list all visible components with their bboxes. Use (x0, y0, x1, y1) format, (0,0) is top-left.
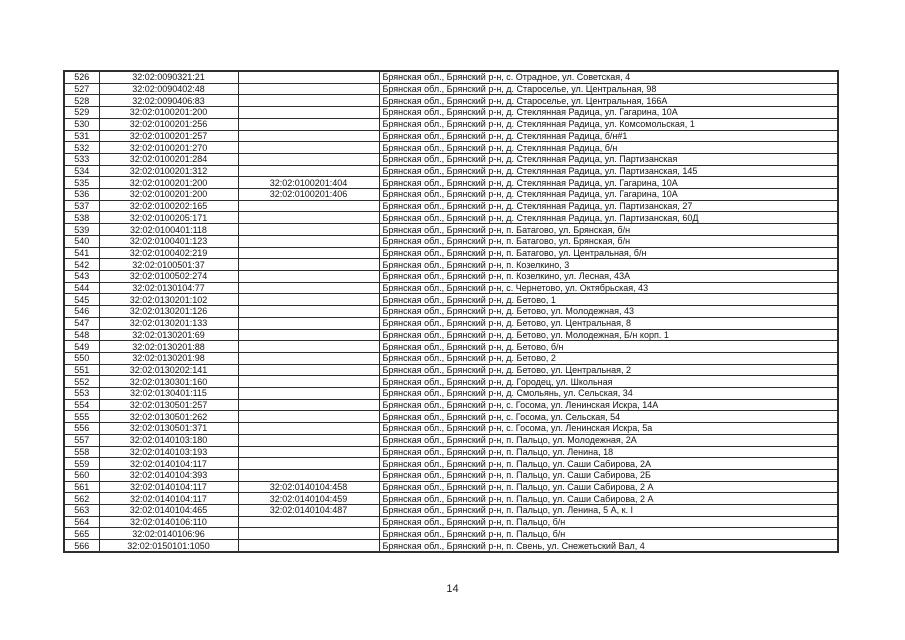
row-number-cell: 558 (64, 446, 99, 458)
address-cell: Брянская обл., Брянский р-н, д. Стеклянная Радица, ул. Партизанская, 60Д (379, 212, 838, 224)
cadastral-number-cell: 32:02:0140104:465 (99, 505, 238, 517)
secondary-cadastral-number-cell (238, 528, 379, 540)
address-cell: Брянская обл., Брянский р-н, п. Пальцо, б/н (379, 528, 838, 540)
row-number-cell: 543 (64, 270, 99, 282)
secondary-cadastral-number-cell: 32:02:0140104:458 (238, 481, 379, 493)
table-row (64, 364, 838, 376)
secondary-cadastral-number-cell (238, 130, 379, 142)
cadastral-number-cell: 32:02:0100202:165 (99, 200, 238, 212)
address-cell: Брянская обл., Брянский р-н, д. Стеклянная Радица, б/н#1 (379, 130, 838, 142)
table-row (64, 493, 838, 505)
table-row (64, 107, 838, 119)
secondary-cadastral-number-cell (238, 259, 379, 271)
row-number-cell: 555 (64, 411, 99, 423)
table-row (64, 434, 838, 446)
table-row (64, 282, 838, 294)
row-number-cell: 529 (64, 107, 99, 119)
row-number-cell: 550 (64, 352, 99, 364)
cadastral-number-cell: 32:02:0100201:200 (99, 177, 238, 189)
secondary-cadastral-number-cell (238, 341, 379, 353)
secondary-cadastral-number-cell: 32:02:0100201:406 (238, 189, 379, 201)
secondary-cadastral-number-cell (238, 364, 379, 376)
cadastral-number-cell: 32:02:0130401:115 (99, 388, 238, 400)
address-cell: Брянская обл., Брянский р-н, д. Стеклянная Радица, ул. Партизанская (379, 153, 838, 165)
address-cell: Брянская обл., Брянский р-н, п. Пальцо, ул. Молодежная, 2А (379, 434, 838, 446)
row-number-cell: 530 (64, 118, 99, 130)
table-row (64, 516, 838, 528)
secondary-cadastral-number-cell (238, 411, 379, 423)
secondary-cadastral-number-cell (238, 200, 379, 212)
address-cell: Брянская обл., Брянский р-н, с. Госома, ул. Ленинская Искра, 5а (379, 423, 838, 435)
row-number-cell: 554 (64, 399, 99, 411)
table-row (64, 469, 838, 481)
cadastral-number-cell: 32:02:0140103:180 (99, 434, 238, 446)
secondary-cadastral-number-cell (238, 446, 379, 458)
cadastral-table-body (64, 71, 838, 552)
secondary-cadastral-number-cell (238, 118, 379, 130)
secondary-cadastral-number-cell (238, 153, 379, 165)
table-row (64, 329, 838, 341)
table-row (64, 540, 838, 552)
secondary-cadastral-number-cell (238, 469, 379, 481)
cadastral-number-cell: 32:02:0100502:274 (99, 270, 238, 282)
secondary-cadastral-number-cell (238, 83, 379, 95)
secondary-cadastral-number-cell (238, 107, 379, 119)
table-row (64, 200, 838, 212)
cadastral-number-cell: 32:02:0100501:37 (99, 259, 238, 271)
cadastral-number-cell: 32:02:0140104:117 (99, 493, 238, 505)
address-cell: Брянская обл., Брянский р-н, д. Стеклянная Радица, ул. Гагарина, 10А (379, 107, 838, 119)
address-cell: Брянская обл., Брянский р-н, п. Пальцо, ул. Саши Сабирова, 2Б (379, 469, 838, 481)
cadastral-number-cell: 32:02:0090402:48 (99, 83, 238, 95)
address-cell: Брянская обл., Брянский р-н, д. Староселье, ул. Центральная, 166А (379, 95, 838, 107)
table-row (64, 376, 838, 388)
address-cell: Брянская обл., Брянский р-н, д. Бетово, ул. Центральная, 2 (379, 364, 838, 376)
cadastral-number-cell: 32:02:0100201:284 (99, 153, 238, 165)
table-row (64, 270, 838, 282)
secondary-cadastral-number-cell (238, 235, 379, 247)
secondary-cadastral-number-cell (238, 224, 379, 236)
row-number-cell: 536 (64, 189, 99, 201)
address-cell: Брянская обл., Брянский р-н, п. Батагово, ул. Брянская, б/н (379, 235, 838, 247)
table-row (64, 446, 838, 458)
row-number-cell: 553 (64, 388, 99, 400)
table-row (64, 142, 838, 154)
secondary-cadastral-number-cell (238, 165, 379, 177)
address-cell: Брянская обл., Брянский р-н, с. Чернетово, ул. Октябрьская, 43 (379, 282, 838, 294)
row-number-cell: 560 (64, 469, 99, 481)
address-cell: Брянская обл., Брянский р-н, д. Бетово, ул. Молодежная, 43 (379, 306, 838, 318)
table-row (64, 505, 838, 517)
address-cell: Брянская обл., Брянский р-н, д. Стеклянная Радица, ул. Гагарина, 10А (379, 177, 838, 189)
page-number: 14 (446, 583, 459, 595)
table-row (64, 399, 838, 411)
cadastral-number-cell: 32:02:0140104:393 (99, 469, 238, 481)
secondary-cadastral-number-cell (238, 294, 379, 306)
row-number-cell: 559 (64, 458, 99, 470)
table-row (64, 83, 838, 95)
row-number-cell: 526 (64, 71, 99, 83)
row-number-cell: 532 (64, 142, 99, 154)
address-cell: Брянская обл., Брянский р-н, д. Смольянь, ул. Сельская, 34 (379, 388, 838, 400)
table-row (64, 341, 838, 353)
row-number-cell: 552 (64, 376, 99, 388)
cadastral-number-cell: 32:02:0090406:83 (99, 95, 238, 107)
secondary-cadastral-number-cell: 32:02:0100201:404 (238, 177, 379, 189)
row-number-cell: 562 (64, 493, 99, 505)
cadastral-number-cell: 32:02:0130201:88 (99, 341, 238, 353)
secondary-cadastral-number-cell (238, 458, 379, 470)
address-cell: Брянская обл., Брянский р-н, д. Стеклянная Радица, ул. Комсомольская, 1 (379, 118, 838, 130)
row-number-cell: 565 (64, 528, 99, 540)
table-row (64, 317, 838, 329)
row-number-cell: 566 (64, 540, 99, 552)
secondary-cadastral-number-cell (238, 352, 379, 364)
address-cell: Брянская обл., Брянский р-н, п. Козелкино, ул. Лесная, 43А (379, 270, 838, 282)
table-row (64, 71, 838, 83)
secondary-cadastral-number-cell: 32:02:0140104:459 (238, 493, 379, 505)
row-number-cell: 561 (64, 481, 99, 493)
row-number-cell: 546 (64, 306, 99, 318)
row-number-cell: 548 (64, 329, 99, 341)
table-row (64, 294, 838, 306)
cadastral-number-cell: 32:02:0130201:98 (99, 352, 238, 364)
address-cell: Брянская обл., Брянский р-н, п. Пальцо, ул. Саши Сабирова, 2 А (379, 481, 838, 493)
address-cell: Брянская обл., Брянский р-н, п. Пальцо, ул. Ленина, 5 А, к. I (379, 505, 838, 517)
table-row (64, 423, 838, 435)
cadastral-number-cell: 32:02:0140106:96 (99, 528, 238, 540)
cadastral-number-cell: 32:02:0130201:126 (99, 306, 238, 318)
row-number-cell: 545 (64, 294, 99, 306)
secondary-cadastral-number-cell (238, 95, 379, 107)
row-number-cell: 544 (64, 282, 99, 294)
cadastral-number-cell: 32:02:0130501:371 (99, 423, 238, 435)
cadastral-number-cell: 32:02:0100201:200 (99, 107, 238, 119)
secondary-cadastral-number-cell: 32:02:0140104:487 (238, 505, 379, 517)
cadastral-number-cell: 32:02:0150101:1050 (99, 540, 238, 552)
table-row (64, 259, 838, 271)
cadastral-number-cell: 32:02:0130501:262 (99, 411, 238, 423)
cadastral-number-cell: 32:02:0100205:171 (99, 212, 238, 224)
secondary-cadastral-number-cell (238, 434, 379, 446)
table-row (64, 528, 838, 540)
address-cell: Брянская обл., Брянский р-н, п. Батагово, ул. Брянская, б/н (379, 224, 838, 236)
address-cell: Брянская обл., Брянский р-н, п. Батагово, ул. Центральная, б/н (379, 247, 838, 259)
cadastral-number-cell: 32:02:0130301:160 (99, 376, 238, 388)
cadastral-number-cell: 32:02:0100201:256 (99, 118, 238, 130)
row-number-cell: 538 (64, 212, 99, 224)
secondary-cadastral-number-cell (238, 247, 379, 259)
cadastral-number-cell: 32:02:0140104:117 (99, 481, 238, 493)
address-cell: Брянская обл., Брянский р-н, д. Бетово, ул. Молодежная, Б/н корп. 1 (379, 329, 838, 341)
table-row (64, 388, 838, 400)
address-cell: Брянская обл., Брянский р-н, д. Бетово, ул. Центральная, 8 (379, 317, 838, 329)
row-number-cell: 528 (64, 95, 99, 107)
cadastral-number-cell: 32:02:0100201:270 (99, 142, 238, 154)
address-cell: Брянская обл., Брянский р-н, с. Госома, ул. Ленинская Искра, 14А (379, 399, 838, 411)
cadastral-number-cell: 32:02:0130201:69 (99, 329, 238, 341)
row-number-cell: 537 (64, 200, 99, 212)
secondary-cadastral-number-cell (238, 388, 379, 400)
table-row (64, 95, 838, 107)
address-cell: Брянская обл., Брянский р-н, п. Пальцо, ул. Саши Сабирова, 2А (379, 458, 838, 470)
secondary-cadastral-number-cell (238, 516, 379, 528)
address-cell: Брянская обл., Брянский р-н, д. Городец, ул. Школьная (379, 376, 838, 388)
secondary-cadastral-number-cell (238, 71, 379, 83)
cadastral-number-cell: 32:02:0130501:257 (99, 399, 238, 411)
table-row (64, 153, 838, 165)
row-number-cell: 563 (64, 505, 99, 517)
row-number-cell: 547 (64, 317, 99, 329)
cadastral-number-cell: 32:02:0140104:117 (99, 458, 238, 470)
address-cell: Брянская обл., Брянский р-н, д. Стеклянная Радица, б/н (379, 142, 838, 154)
table-row (64, 130, 838, 142)
address-cell: Брянская обл., Брянский р-н, д. Бетово, 1 (379, 294, 838, 306)
address-cell: Брянская обл., Брянский р-н, д. Стеклянная Радица, ул. Партизанская, 145 (379, 165, 838, 177)
cadastral-number-cell: 32:02:0130104:77 (99, 282, 238, 294)
table-row (64, 411, 838, 423)
secondary-cadastral-number-cell (238, 270, 379, 282)
secondary-cadastral-number-cell (238, 306, 379, 318)
secondary-cadastral-number-cell (238, 540, 379, 552)
address-cell: Брянская обл., Брянский р-н, д. Староселье, ул. Центральная, 98 (379, 83, 838, 95)
address-cell: Брянская обл., Брянский р-н, п. Свень, ул. Снежетьский Вал, 4 (379, 540, 838, 552)
address-cell: Брянская обл., Брянский р-н, п. Пальцо, ул. Ленина, 18 (379, 446, 838, 458)
address-cell: Брянская обл., Брянский р-н, с. Госома, ул. Сельская, 54 (379, 411, 838, 423)
row-number-cell: 539 (64, 224, 99, 236)
row-number-cell: 541 (64, 247, 99, 259)
row-number-cell: 531 (64, 130, 99, 142)
cadastral-number-cell: 32:02:0090321:21 (99, 71, 238, 83)
row-number-cell: 542 (64, 259, 99, 271)
secondary-cadastral-number-cell (238, 423, 379, 435)
row-number-cell: 549 (64, 341, 99, 353)
table-row (64, 165, 838, 177)
cadastral-number-cell: 32:02:0100201:257 (99, 130, 238, 142)
table-row (64, 458, 838, 470)
cadastral-number-cell: 32:02:0100401:123 (99, 235, 238, 247)
cadastral-number-cell: 32:02:0130201:133 (99, 317, 238, 329)
row-number-cell: 551 (64, 364, 99, 376)
row-number-cell: 533 (64, 153, 99, 165)
table-row (64, 177, 838, 189)
row-number-cell: 540 (64, 235, 99, 247)
row-number-cell: 534 (64, 165, 99, 177)
address-cell: Брянская обл., Брянский р-н, д. Стеклянная Радица, ул. Партизанская, 27 (379, 200, 838, 212)
cadastral-table (63, 70, 839, 553)
cadastral-number-cell: 32:02:0130202:141 (99, 364, 238, 376)
table-row (64, 481, 838, 493)
address-cell: Брянская обл., Брянский р-н, п. Козелкино, 3 (379, 259, 838, 271)
address-cell: Брянская обл., Брянский р-н, п. Пальцо, б/н (379, 516, 838, 528)
table-row (64, 306, 838, 318)
row-number-cell: 557 (64, 434, 99, 446)
table-row (64, 118, 838, 130)
secondary-cadastral-number-cell (238, 282, 379, 294)
address-cell: Брянская обл., Брянский р-н, д. Бетово, б/н (379, 341, 838, 353)
address-cell: Брянская обл., Брянский р-н, п. Пальцо, ул. Саши Сабирова, 2 А (379, 493, 838, 505)
table-row (64, 212, 838, 224)
table-row (64, 352, 838, 364)
address-cell: Брянская обл., Брянский р-н, д. Стеклянная Радица, ул. Гагарина, 10А (379, 189, 838, 201)
secondary-cadastral-number-cell (238, 317, 379, 329)
table-row (64, 189, 838, 201)
row-number-cell: 556 (64, 423, 99, 435)
cadastral-number-cell: 32:02:0100402:219 (99, 247, 238, 259)
secondary-cadastral-number-cell (238, 212, 379, 224)
address-cell: Брянская обл., Брянский р-н, с. Отрадное, ул. Советская, 4 (379, 71, 838, 83)
cadastral-number-cell: 32:02:0140103:193 (99, 446, 238, 458)
cadastral-number-cell: 32:02:0100201:312 (99, 165, 238, 177)
cadastral-number-cell: 32:02:0100401:118 (99, 224, 238, 236)
secondary-cadastral-number-cell (238, 329, 379, 341)
table-row (64, 224, 838, 236)
row-number-cell: 527 (64, 83, 99, 95)
cadastral-number-cell: 32:02:0140106:110 (99, 516, 238, 528)
secondary-cadastral-number-cell (238, 376, 379, 388)
secondary-cadastral-number-cell (238, 142, 379, 154)
row-number-cell: 535 (64, 177, 99, 189)
address-cell: Брянская обл., Брянский р-н, д. Бетово, 2 (379, 352, 838, 364)
cadastral-number-cell: 32:02:0100201:200 (99, 189, 238, 201)
cadastral-number-cell: 32:02:0130201:102 (99, 294, 238, 306)
table-row (64, 247, 838, 259)
table-row (64, 235, 838, 247)
secondary-cadastral-number-cell (238, 399, 379, 411)
row-number-cell: 564 (64, 516, 99, 528)
